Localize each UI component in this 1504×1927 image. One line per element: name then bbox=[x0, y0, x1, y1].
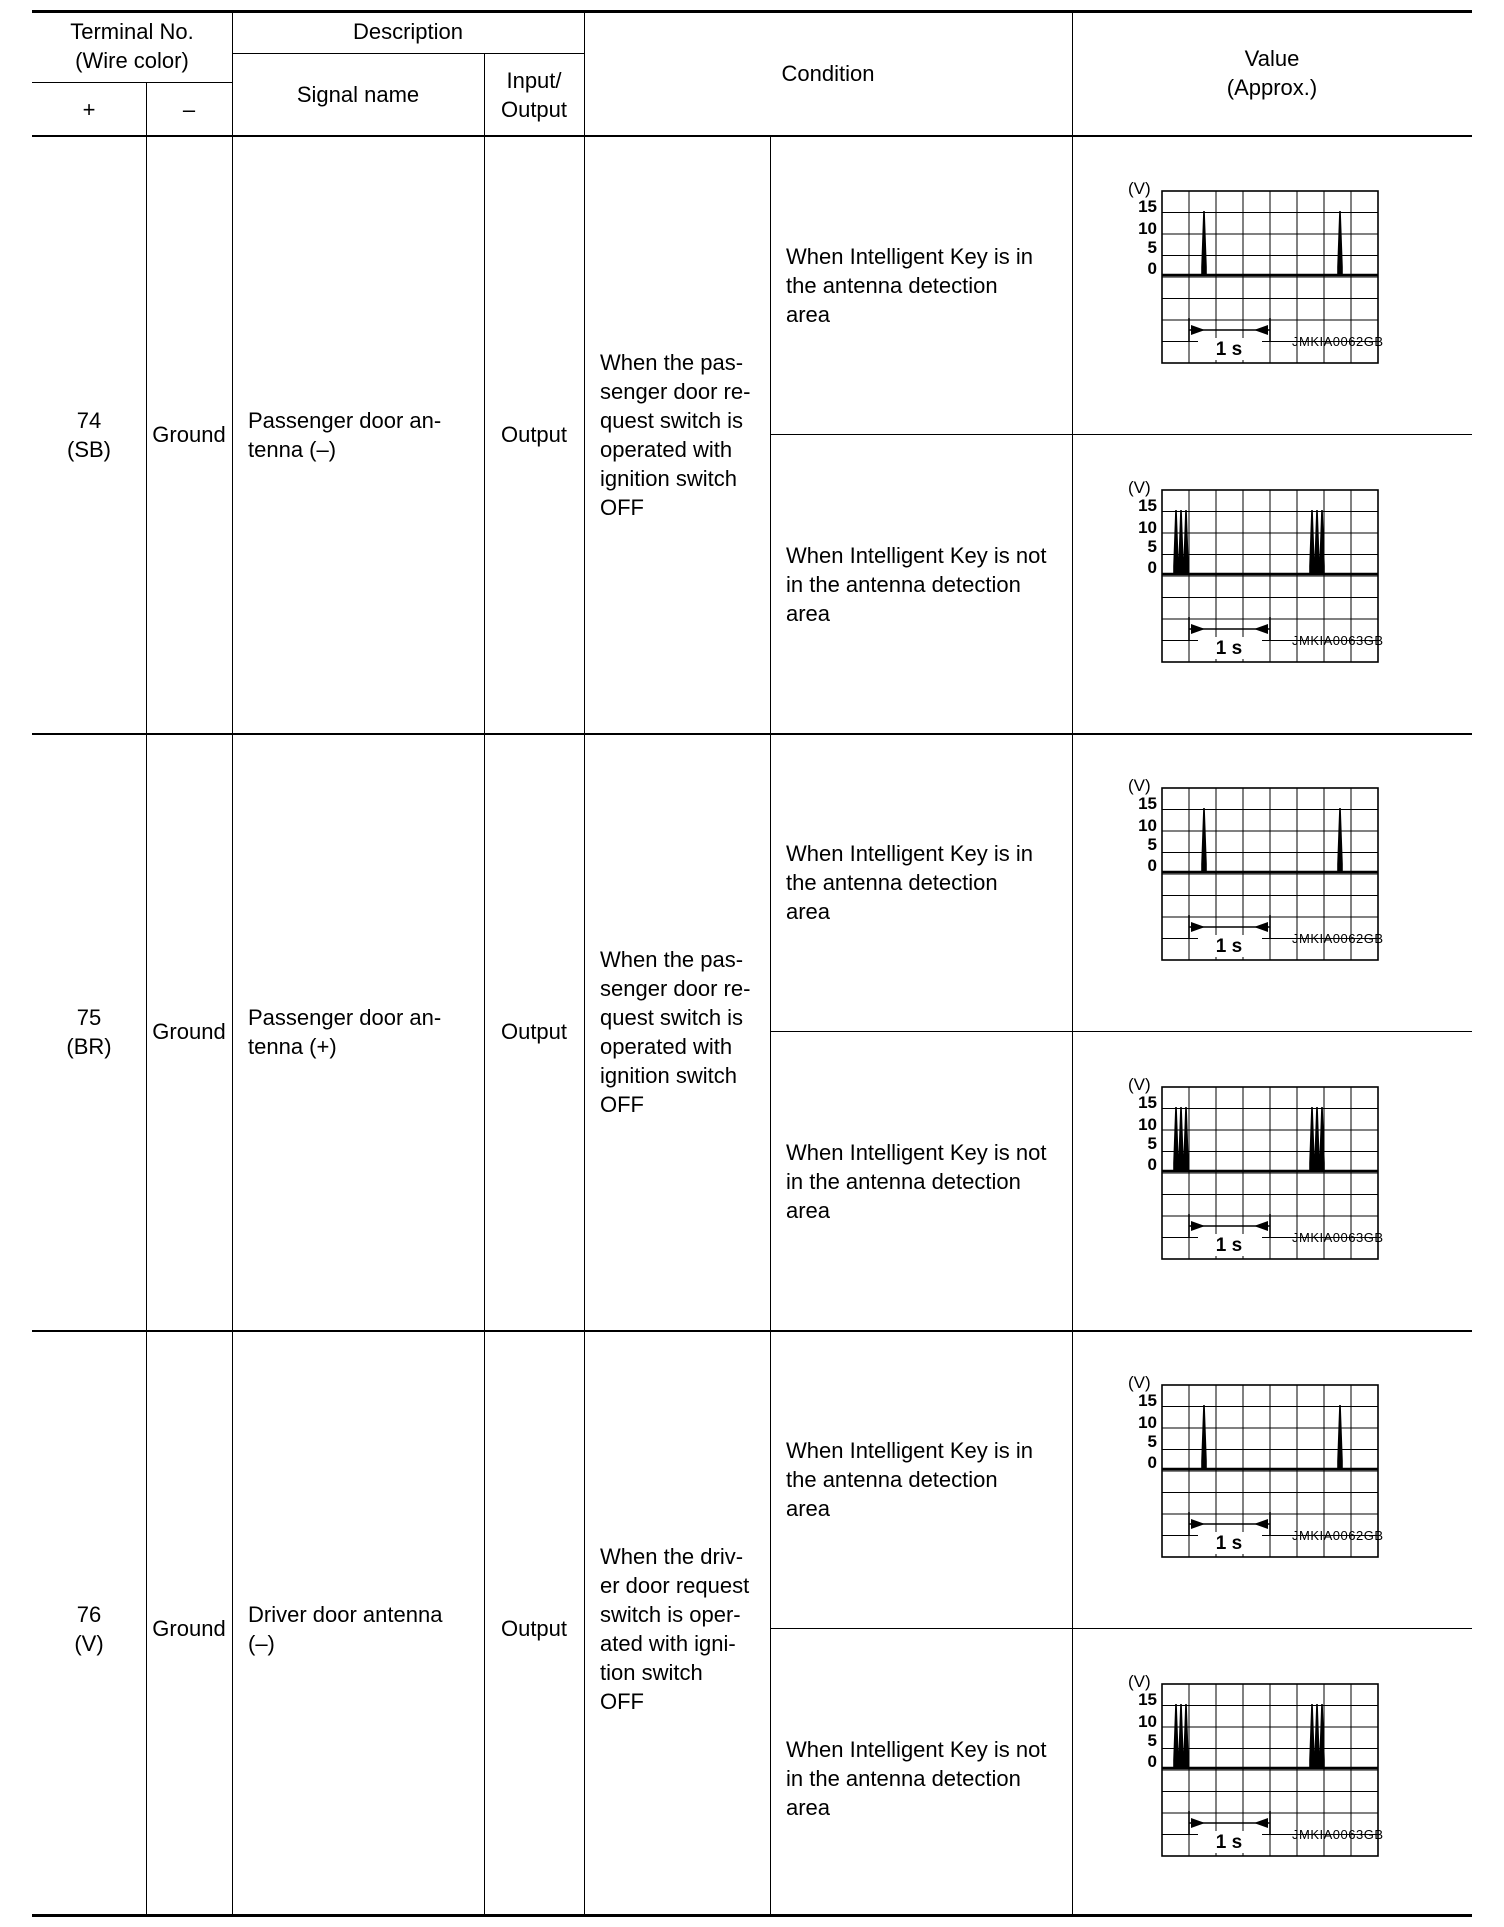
io-cell bbox=[484, 1330, 584, 1927]
sub-condition-cell-line: When Intelligent Key is not bbox=[786, 1139, 1047, 1165]
header-terminal-no-line: Terminal No. bbox=[70, 19, 194, 44]
terminal-cell-line: (BR) bbox=[66, 1033, 112, 1059]
figure-code: JMKIA0062GB bbox=[1292, 1528, 1384, 1543]
sub-condition-cell-line: the antenna detection bbox=[786, 272, 998, 298]
signal-pulse bbox=[1179, 1704, 1183, 1768]
waveform-svg bbox=[1082, 771, 1382, 991]
y-tick-label: 5 bbox=[1147, 537, 1157, 556]
signal-pulse bbox=[1179, 510, 1183, 574]
signal-name-cell-line: (–) bbox=[248, 1630, 275, 1656]
y-tick-label: 10 bbox=[1138, 1115, 1157, 1134]
sub-condition-cell bbox=[770, 1032, 1072, 1330]
y-tick-label: 5 bbox=[1147, 238, 1157, 257]
waveform-figure bbox=[1082, 1667, 1382, 1887]
terminal-cell-line: 76 bbox=[76, 1601, 102, 1627]
condition-cell bbox=[584, 136, 770, 733]
waveform-svg bbox=[1082, 1667, 1382, 1887]
signal-pulse bbox=[1174, 510, 1178, 574]
figure-code: JMKIA0062GB bbox=[1292, 931, 1384, 946]
signal-pulse bbox=[1320, 1107, 1324, 1171]
sub-condition-cell-line: When Intelligent Key is in bbox=[786, 243, 1034, 269]
y-tick-label: 15 bbox=[1138, 1093, 1157, 1112]
sub-condition-cell-line: area bbox=[786, 1794, 831, 1820]
header-minus bbox=[146, 82, 232, 136]
condition-cell-line: OFF bbox=[600, 1688, 644, 1714]
condition-cell-line: quest switch is bbox=[600, 407, 744, 433]
waveform-figure bbox=[1082, 473, 1382, 693]
time-scale-label: 1 s bbox=[1215, 936, 1243, 957]
signal-name-cell bbox=[232, 733, 484, 1330]
header-input-output bbox=[484, 53, 584, 136]
sub-condition-cell-line: When Intelligent Key is not bbox=[786, 542, 1047, 568]
signal-name-cell-line: Passenger door an- bbox=[248, 1004, 442, 1030]
sub-condition-cell-line: area bbox=[786, 1197, 831, 1223]
sub-condition-cell-line: in the antenna detection bbox=[786, 1168, 1021, 1194]
signal-pulse bbox=[1315, 1107, 1319, 1171]
sub-condition-cell-line: in the antenna detection bbox=[786, 571, 1021, 597]
condition-cell-line: OFF bbox=[600, 1091, 644, 1117]
sub-condition-cell-line: the antenna detection bbox=[786, 869, 998, 895]
signal-name-cell-line: Driver door antenna bbox=[248, 1601, 443, 1627]
figure-code: JMKIA0063GB bbox=[1292, 1230, 1384, 1245]
header-plus-line: + bbox=[82, 96, 96, 122]
header-value-line: Value bbox=[1244, 46, 1300, 71]
arrow-right-icon bbox=[1191, 325, 1205, 335]
header-terminal-no bbox=[32, 10, 232, 82]
arrow-left-icon bbox=[1254, 1818, 1268, 1828]
condition-cell-line: When the pas- bbox=[600, 349, 744, 375]
waveform-figure bbox=[1082, 174, 1382, 394]
figure-code: JMKIA0062GB bbox=[1292, 334, 1384, 349]
terminal-cell-line: (SB) bbox=[67, 436, 111, 462]
y-tick-label: 15 bbox=[1138, 1391, 1157, 1410]
header-signal-name-line: Signal name bbox=[296, 82, 420, 107]
condition-cell bbox=[584, 1330, 770, 1927]
time-scale-label: 1 s bbox=[1215, 339, 1243, 360]
header-description bbox=[232, 10, 584, 53]
condition-cell-line: operated with bbox=[600, 1033, 733, 1059]
condition-cell-line: quest switch is bbox=[600, 1004, 744, 1030]
sub-condition-cell bbox=[770, 435, 1072, 733]
y-tick-label: 5 bbox=[1147, 835, 1157, 854]
figure-code: JMKIA0063GB bbox=[1292, 633, 1384, 648]
time-scale-label: 1 s bbox=[1215, 1235, 1243, 1256]
arrow-left-icon bbox=[1254, 1519, 1268, 1529]
y-tick-label: 0 bbox=[1147, 558, 1157, 577]
signal-pulse bbox=[1174, 1107, 1178, 1171]
y-unit-label: (V) bbox=[1128, 1672, 1151, 1691]
signal-pulse bbox=[1202, 1405, 1206, 1469]
terminal-cell-line: 75 bbox=[76, 1004, 102, 1030]
signal-pulse bbox=[1320, 510, 1324, 574]
arrow-right-icon bbox=[1191, 1818, 1205, 1828]
header-description-line: Description bbox=[352, 19, 464, 44]
terminal-table bbox=[32, 10, 1472, 1910]
arrow-right-icon bbox=[1191, 922, 1205, 932]
y-tick-label: 10 bbox=[1138, 219, 1157, 238]
signal-pulse bbox=[1202, 808, 1206, 872]
io-cell-line: Output bbox=[500, 1616, 568, 1641]
signal-name-cell-line: tenna (+) bbox=[248, 1033, 337, 1059]
signal-pulse bbox=[1310, 510, 1314, 574]
ground-cell bbox=[146, 136, 232, 733]
sub-condition-cell-line: When Intelligent Key is in bbox=[786, 1437, 1034, 1463]
signal-pulse bbox=[1320, 1704, 1324, 1768]
y-tick-label: 10 bbox=[1138, 1413, 1157, 1432]
y-tick-label: 0 bbox=[1147, 1752, 1157, 1771]
condition-cell-line: er door request bbox=[600, 1572, 750, 1598]
y-tick-label: 0 bbox=[1147, 259, 1157, 278]
condition-cell-line: operated with bbox=[600, 436, 733, 462]
signal-pulse bbox=[1310, 1704, 1314, 1768]
waveform-figure bbox=[1082, 1368, 1382, 1588]
header-condition-line: Condition bbox=[781, 60, 875, 86]
y-tick-label: 5 bbox=[1147, 1432, 1157, 1451]
y-tick-label: 0 bbox=[1147, 1155, 1157, 1174]
time-scale-label: 1 s bbox=[1215, 1832, 1243, 1853]
ground-cell-line: Ground bbox=[152, 1019, 226, 1044]
ground-cell bbox=[146, 733, 232, 1330]
y-tick-label: 10 bbox=[1138, 518, 1157, 537]
y-unit-label: (V) bbox=[1128, 179, 1151, 198]
condition-cell-line: senger door re- bbox=[600, 975, 751, 1001]
header-input-output-line: Input/ bbox=[506, 67, 562, 93]
condition-cell-line: switch is oper- bbox=[600, 1601, 741, 1627]
ground-cell-line: Ground bbox=[152, 1616, 226, 1641]
signal-pulse bbox=[1184, 510, 1188, 574]
time-scale-label: 1 s bbox=[1215, 1533, 1243, 1554]
signal-pulse bbox=[1338, 211, 1342, 275]
header-input-output-line: Output bbox=[500, 96, 568, 122]
condition-cell-line: When the driv- bbox=[600, 1543, 744, 1569]
time-scale-label: 1 s bbox=[1215, 638, 1243, 659]
signal-pulse bbox=[1338, 808, 1342, 872]
y-unit-label: (V) bbox=[1128, 1075, 1151, 1094]
signal-pulse bbox=[1310, 1107, 1314, 1171]
arrow-right-icon bbox=[1191, 1519, 1205, 1529]
y-tick-label: 15 bbox=[1138, 1690, 1157, 1709]
header-condition bbox=[584, 10, 1072, 136]
sub-condition-cell-line: When Intelligent Key is in bbox=[786, 840, 1034, 866]
y-unit-label: (V) bbox=[1128, 1373, 1151, 1392]
condition-cell-line: senger door re- bbox=[600, 378, 751, 404]
header-value-line: (Approx.) bbox=[1226, 75, 1318, 100]
y-tick-label: 15 bbox=[1138, 197, 1157, 216]
sub-condition-cell-line: When Intelligent Key is not bbox=[786, 1736, 1047, 1762]
waveform-svg bbox=[1082, 473, 1382, 693]
condition-cell bbox=[584, 733, 770, 1330]
signal-pulse bbox=[1184, 1107, 1188, 1171]
sub-condition-cell-line: in the antenna detection bbox=[786, 1765, 1021, 1791]
ground-cell-line: Ground bbox=[152, 422, 226, 447]
terminal-cell-line: 74 bbox=[76, 407, 102, 433]
condition-cell-line: OFF bbox=[600, 494, 644, 520]
sub-condition-cell bbox=[770, 1330, 1072, 1628]
arrow-right-icon bbox=[1191, 1221, 1205, 1231]
arrow-left-icon bbox=[1254, 624, 1268, 634]
arrow-left-icon bbox=[1254, 325, 1268, 335]
waveform-svg bbox=[1082, 1368, 1382, 1588]
sub-condition-cell-line: area bbox=[786, 600, 831, 626]
sub-condition-cell bbox=[770, 136, 1072, 434]
y-tick-label: 0 bbox=[1147, 1453, 1157, 1472]
header-plus bbox=[32, 82, 146, 136]
io-cell bbox=[484, 136, 584, 733]
arrow-left-icon bbox=[1254, 1221, 1268, 1231]
signal-name-cell bbox=[232, 1330, 484, 1927]
waveform-svg bbox=[1082, 174, 1382, 394]
waveform-figure bbox=[1082, 1070, 1382, 1290]
condition-cell-line: ated with igni- bbox=[600, 1630, 736, 1656]
y-tick-label: 10 bbox=[1138, 816, 1157, 835]
condition-cell-line: tion switch bbox=[600, 1659, 703, 1685]
sub-condition-cell bbox=[770, 733, 1072, 1031]
condition-cell-line: ignition switch bbox=[600, 1062, 737, 1088]
signal-pulse bbox=[1202, 211, 1206, 275]
ground-cell bbox=[146, 1330, 232, 1927]
waveform-figure bbox=[1082, 771, 1382, 991]
body-col-divider bbox=[1072, 136, 1073, 1914]
signal-name-cell-line: Passenger door an- bbox=[248, 407, 442, 433]
condition-cell-line: When the pas- bbox=[600, 946, 744, 972]
header-minus-line: – bbox=[182, 96, 196, 122]
signal-pulse bbox=[1179, 1107, 1183, 1171]
signal-pulse bbox=[1315, 1704, 1319, 1768]
signal-pulse bbox=[1315, 510, 1319, 574]
sub-condition-cell-line: area bbox=[786, 1495, 831, 1521]
terminal-cell bbox=[32, 733, 146, 1330]
arrow-right-icon bbox=[1191, 624, 1205, 634]
y-unit-label: (V) bbox=[1128, 776, 1151, 795]
terminal-cell bbox=[32, 136, 146, 733]
signal-name-cell bbox=[232, 136, 484, 733]
sub-condition-cell-line: the antenna detection bbox=[786, 1466, 998, 1492]
y-tick-label: 0 bbox=[1147, 856, 1157, 875]
sub-condition-cell bbox=[770, 1629, 1072, 1927]
sub-condition-cell-line: area bbox=[786, 898, 831, 924]
header-terminal-no-line: (Wire color) bbox=[75, 48, 189, 73]
signal-pulse bbox=[1338, 1405, 1342, 1469]
y-tick-label: 15 bbox=[1138, 496, 1157, 515]
figure-code: JMKIA0063GB bbox=[1292, 1827, 1384, 1842]
signal-pulse bbox=[1174, 1704, 1178, 1768]
y-unit-label: (V) bbox=[1128, 478, 1151, 497]
io-cell bbox=[484, 733, 584, 1330]
condition-cell-line: ignition switch bbox=[600, 465, 737, 491]
signal-pulse bbox=[1184, 1704, 1188, 1768]
io-cell-line: Output bbox=[500, 422, 568, 447]
y-tick-label: 5 bbox=[1147, 1134, 1157, 1153]
signal-name-cell-line: tenna (–) bbox=[248, 436, 337, 462]
y-tick-label: 5 bbox=[1147, 1731, 1157, 1750]
header-value bbox=[1072, 10, 1472, 136]
io-cell-line: Output bbox=[500, 1019, 568, 1044]
header-signal-name bbox=[232, 53, 484, 136]
y-tick-label: 10 bbox=[1138, 1712, 1157, 1731]
y-tick-label: 15 bbox=[1138, 794, 1157, 813]
waveform-svg bbox=[1082, 1070, 1382, 1290]
terminal-cell bbox=[32, 1330, 146, 1927]
terminal-cell-line: (V) bbox=[74, 1630, 104, 1656]
sub-condition-cell-line: area bbox=[786, 301, 831, 327]
arrow-left-icon bbox=[1254, 922, 1268, 932]
